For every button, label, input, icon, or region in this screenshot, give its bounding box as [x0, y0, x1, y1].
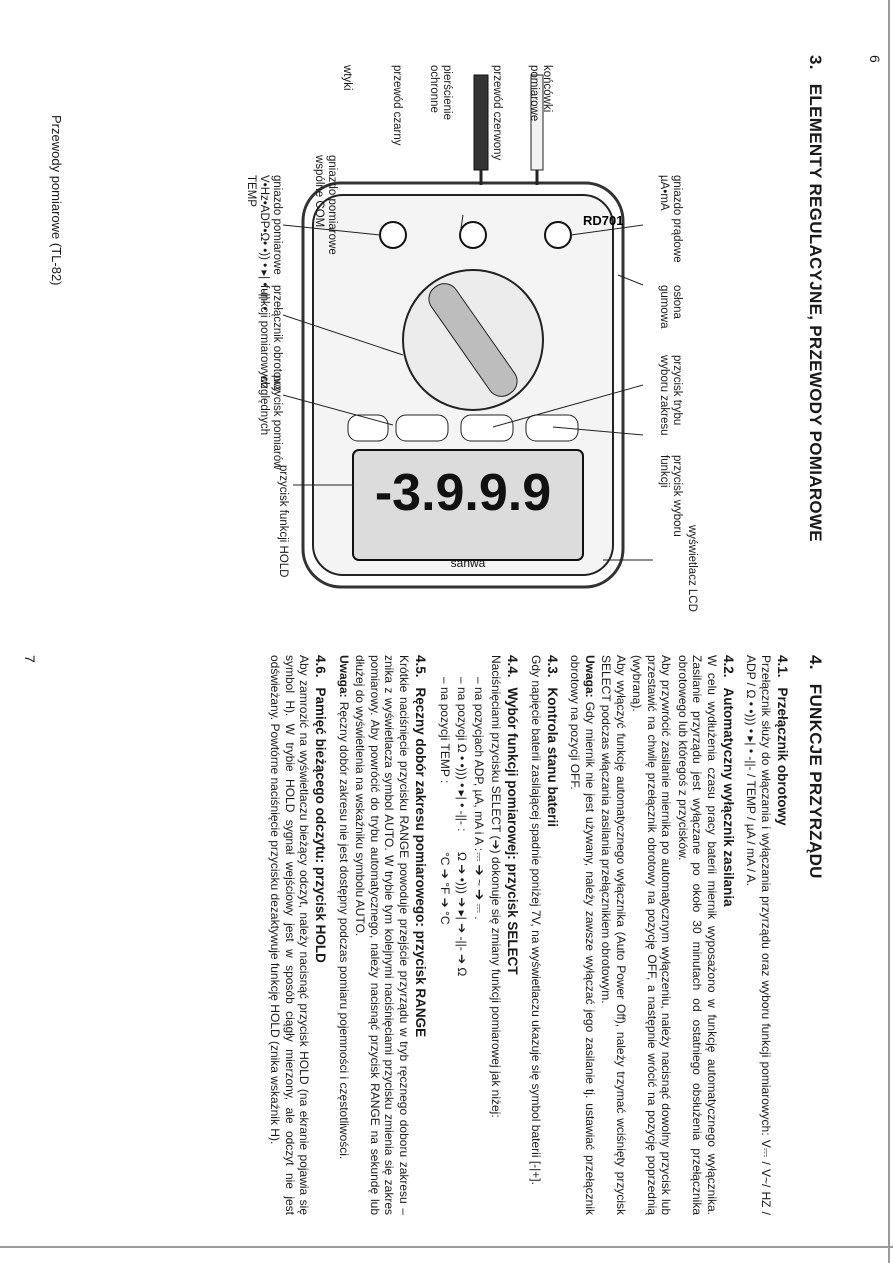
chapter-4-title: 4.FUNKCJE PRZYRZĄDU: [806, 655, 825, 879]
section-4-5-note: Uwaga:Ręczny dobór zakresu nie jest dostępny podczas pomiaru pojemności i częstotliwości.: [337, 655, 351, 1160]
section-4-1-body: Przełącznik służy do włączania i wyłączania przyrządu oraz wyboru funkcji pomiarowych: V⎓ / V~/ HZ / ADP / Ω • •))) • ▸| • -||- / TEMP / µA / mA / A.: [744, 655, 773, 1215]
callout-rotary: przełącznik obrotowy funkcji pomiarowych: [258, 285, 283, 393]
section-4-4-body: Naciśnięciami przycisku SELECT (➔) dokonuje się zmiany funkcji pomiarowej jak niżej:: [489, 655, 504, 1118]
left-page: [0, 55, 893, 635]
jack-ua-ma: [545, 222, 571, 248]
page-number-left: 6: [867, 55, 883, 63]
section-4-2-body3: Aby wyłączyć funkcję automatycznego wyłącznika (Auto Power Off), należy trzymać wciśnięty przycisk SELECT podczas włączania zasilania przełącznikiem obrotowym.: [599, 655, 628, 1215]
callout-lcd: wyświetlacz LCD: [686, 525, 698, 612]
black-lead: [474, 75, 488, 170]
section-4-3-body: Gdy napięcie baterii zasilającej spadnie poniżej 7V, na wyświetlaczu ukazuje się symbol baterii [-|+].: [529, 655, 543, 1185]
callout-input-v: gniazdo pomiarowe V•Hz•ADP•Ω• •)) • ▸| • -||- • TEMP: [245, 175, 283, 311]
callout-current: gniazdo prądowe µA•mA: [658, 175, 683, 263]
section-4-5: 4.5.Ręczny dobór zakresu pomiarowego: przycisk RANGE Krótkie naciśnięcie przycisku RANGE powoduje przejście przyrządu w tryb ręcznego doboru zakresu – znika z wyświetlacza symbol AUTO. W trybie tym kolejnymi naciśnięciami przycisku zmienia się zakres pomiarowy. Aby powrócić do trybu automatycznego, należy nacisnąć przycisk RANGE na sekundę lub dłużej do wyświetlenia na wskaźniku symbolu AUTO. Uwaga:Ręczny dobór zakresu nie jest dostępny podczas pomiaru pojemności i częstotliwości.: [337, 655, 428, 1215]
callout-black-lead: przewód czarny: [391, 65, 403, 146]
section-4-1: 4.1.Przełącznik obrotowy Przełącznik służy do włączania i wyłączania przyrządu oraz wyboru funkcji pomiarowych: V⎓ / V~/ HZ / ADP / Ω • •))) • ▸| • -||- / TEMP / µA / mA / A.: [744, 655, 790, 1215]
callout-case: osłona gumowa: [658, 285, 683, 329]
brand-label: sanwa: [450, 556, 486, 570]
section-4-3: 4.3.Kontrola stanu baterii Gdy napięcie baterii zasilającej spadnie poniżej 7V, na wyświetlaczu ukazuje się symbol baterii [-|+].: [529, 655, 561, 1215]
right-page: [0, 655, 893, 1215]
list-item: – na pozycji TEMP :°C ➔ °F ➔ °C: [438, 677, 452, 925]
select-sequence-list: [436, 677, 487, 1215]
rel-button: [396, 415, 448, 441]
section-4-4: 4.4.Wybór funkcji pomiarowej: przycisk SELECT Naciśnięciami przycisku SELECT (➔) dokonuje się zmiany funkcji pomiarowej jak niżej: – na pozycjach ADP, µA, mA i A :⎓ ➔ ~ ➔ ⎓ . – na pozycji Ω • •))) • ▸| • -||- :Ω ➔ •))) ➔ ▸| ➔ -||- ➔ Ω – na pozycji TEMP :°C ➔ °F ➔ °C: [436, 655, 521, 1215]
list-item: – na pozycji Ω • •))) • ▸| • -||- :Ω ➔ •))) ➔ ▸| ➔ -||- ➔ Ω: [455, 677, 469, 977]
section-4-2-note: Uwaga:Gdy miernik nie jest używany, należy zawsze wyłączać jego zasilanie tj. ustawiać przełącznik obrotowy na pozycji OFF.: [568, 655, 597, 1215]
page-number-right: 7: [22, 655, 38, 663]
hold-button: [348, 415, 388, 441]
list-item: – na pozycjach ADP, µA, mA i A :⎓ ➔ ~ ➔ ⎓ .: [472, 677, 486, 920]
section-4-2-body: W celu wydłużenia czasu pracy baterii miernik wyposażono w funkcję automatycznego wyłącznika. Zasilanie przyrządu jest wyłączane po około 30 minutach od ostatniego obsłużenia przełącznika obrotowego lub któregoś z przycisków.: [676, 655, 719, 1215]
callout-tips: końcówki pomiarowe: [528, 65, 553, 122]
section-4-5-body: Krótkie naciśnięcie przycisku RANGE powoduje przejście przyrządu w tryb ręcznego doboru zakresu – znika z wyświetlacza symbol AUTO. W trybie tym kolejnymi naciśnięciami przycisku zmienia się zakres pomiarowy. Aby powrócić do trybu automatycznego, należy nacisnąć przycisk RANGE na sekundę lub dłużej do wyświetlenia na wskaźniku symbolu AUTO.: [353, 655, 411, 1215]
callout-com: gniazdo pomiarowe wspólne COM: [313, 155, 338, 255]
section-4-2: 4.2.Automatyczny wyłącznik zasilania W celu wydłużenia czasu pracy baterii miernik wyposażono w funkcję automatycznego wyłącznika. Zasilanie przyrządu jest wyłączane po około 30 minutach od ostatniego obsłużenia przełącznika obrotowego lub któregoś z przycisków. Aby przywrócić zasilanie miernika po automatycznym wyłączeniu, należy nacisnąć dowolny przycisk lub przestawić na chwilę przełącznik obrotowy na pozycję OFF, a następnie wrócić na pozycję poprzednią (wybraną). Aby wyłączyć funkcję automatycznego wyłącznika (Auto Power Off), należy trzymać wciśnięty przycisk SELECT podczas włączania zasilania przełącznikiem obrotowym. Uwaga:Gdy miernik nie jest używany, należy zawsze wyłączać jego zasilanie tj. ustawiać przełącznik obrotowy na pozycji OFF.: [568, 655, 736, 1215]
callout-relative: przycisk pomiarów względnych: [258, 375, 283, 470]
callout-select: przycisk wyboru funkcji: [658, 455, 683, 537]
jack-com: [460, 222, 486, 248]
leads-caption: Przewody pomiarowe (TL-82): [49, 115, 64, 286]
select-button: [526, 415, 578, 441]
callout-guard: pierścienie ochronne: [428, 65, 453, 120]
callout-range: przycisk trybu wyboru zakresu: [658, 355, 683, 436]
section-4-2-body2: Aby przywrócić zasilanie miernika po automatycznym wyłączeniu, należy nacisnąć dowolny przycisk lub przestawić na chwilę przełącznik obrotowy na pozycję OFF, a następnie wrócić na pozycję poprzednią (wybraną).: [630, 655, 674, 1215]
model-label: RD701: [583, 213, 624, 228]
range-button: [461, 415, 513, 441]
lcd-digits: -3.9.9.9: [374, 464, 552, 522]
callout-hold: przycisk funkcji HOLD: [277, 465, 289, 578]
callout-plugs: wtyki: [341, 65, 353, 91]
callout-red-lead: przewód czerwony: [491, 65, 503, 161]
section-4-6: 4.6.Pamięć bieżącego odczytu: przycisk HOLD Aby zamrozić na wyświetlaczu bieżący odczyt, należy nacisnąć przycisk HOLD (na ekranie pojawia się symbol H). W trybie HOLD sygnał wejściowy jest w sposób ciągły mierzony, ale odczyt nie jest odświeżany. Powtórne naciśnięcie przycisku dezaktywuje funkcję HOLD (znika wskaźnik H).: [268, 655, 329, 1215]
jack-v: [380, 222, 406, 248]
chapter-3-title: 3.ELEMENTY REGULACYJNE, PRZEWODY POMIAROWE: [806, 55, 825, 542]
section-4-6-body: Aby zamrozić na wyświetlaczu bieżący odczyt, należy nacisnąć przycisk HOLD (na ekranie pojawia się symbol H). W trybie HOLD sygnał wejściowy jest w sposób ciągły mierzony, ale odczyt nie jest odświeżany. Powtórne naciśnięcie przycisku dezaktywuje funkcję HOLD (znika wskaźnik H).: [268, 655, 312, 1215]
